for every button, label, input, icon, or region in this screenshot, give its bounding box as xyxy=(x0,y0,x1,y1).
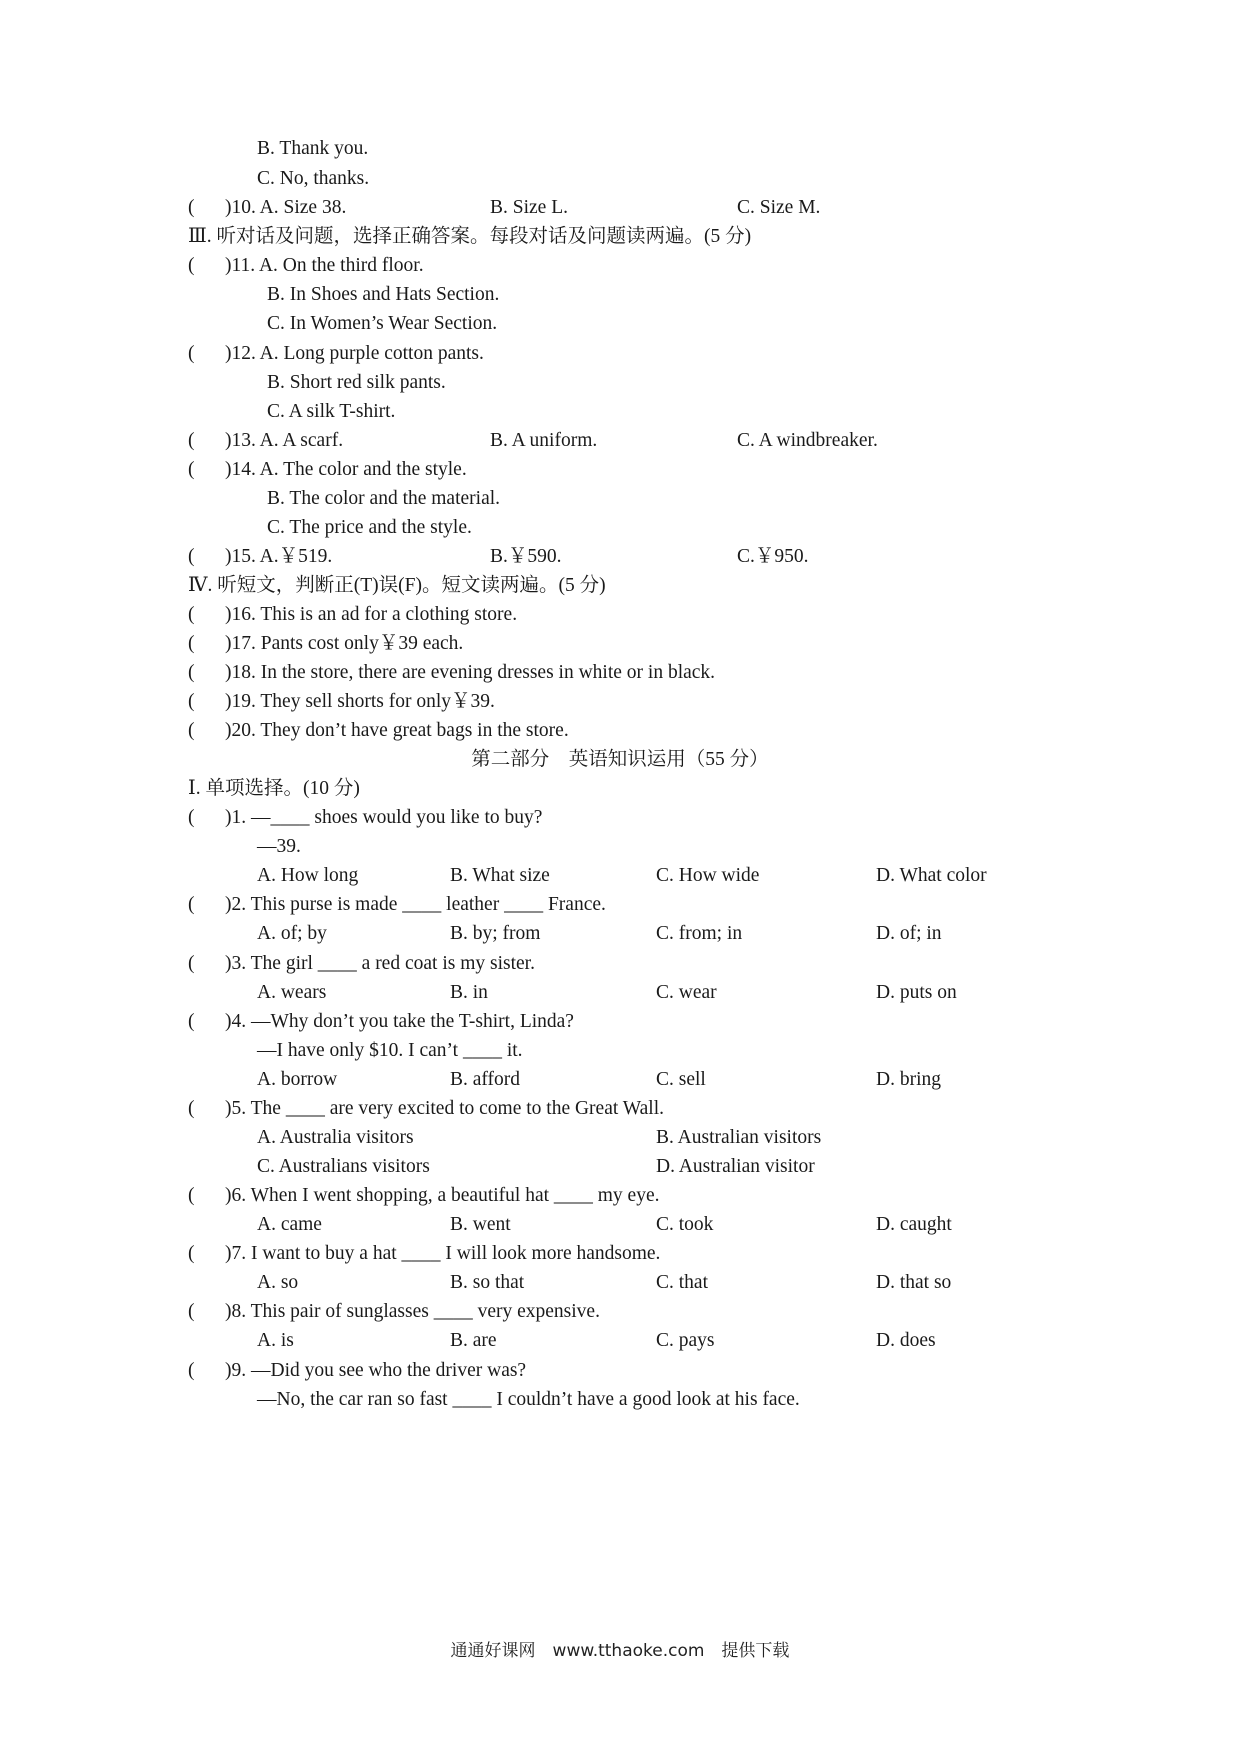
mc-question-5-options-row-1 xyxy=(0,1122,1240,1154)
option-c: C. The price and the style. xyxy=(267,517,472,538)
question-stem: )20. They don’t have great bags in the store. xyxy=(225,720,569,741)
mc-question-3 xyxy=(0,948,1240,980)
option-a[interactable]: A. How long xyxy=(257,865,359,886)
option-c[interactable]: C. sell xyxy=(656,1069,706,1090)
answer-paren[interactable]: ( xyxy=(188,1301,195,1322)
option-a[interactable]: A. of; by xyxy=(257,923,327,944)
option-d[interactable]: D. caught xyxy=(876,1214,952,1235)
option-a[interactable]: A. wears xyxy=(257,982,327,1003)
answer-paren[interactable]: ( xyxy=(188,1011,195,1032)
question-stem: )8. This pair of sunglasses ____ very expensive. xyxy=(225,1301,600,1322)
question-11-option-b-line xyxy=(0,279,1240,311)
question-12 xyxy=(0,338,1240,370)
mc-question-5 xyxy=(0,1093,1240,1125)
option-c[interactable]: C. How wide xyxy=(656,865,760,886)
question-stem: )12. A. Long purple cotton pants. xyxy=(225,343,484,364)
question-11-option-c-line xyxy=(0,308,1240,340)
question-stem: )16. This is an ad for a clothing store. xyxy=(225,604,518,625)
question-14-option-c-line xyxy=(0,512,1240,544)
question-14 xyxy=(0,454,1240,486)
question-stem: )2. This purse is made ____ leather ____ France. xyxy=(225,894,606,915)
answer-paren[interactable]: ( xyxy=(188,1098,195,1119)
mc-question-4 xyxy=(0,1006,1240,1038)
option-d[interactable]: D. does xyxy=(876,1330,936,1351)
option-c[interactable]: C. that xyxy=(656,1272,708,1293)
mc-question-5-options-row-2 xyxy=(0,1151,1240,1183)
mc-question-1-reply-line xyxy=(0,831,1240,863)
answer-paren[interactable]: ( xyxy=(188,459,195,480)
option-a[interactable]: A. is xyxy=(257,1330,294,1351)
part-2-title: 第二部分 英语知识运用（55 分） xyxy=(471,749,769,770)
question-reply: —No, the car ran so fast ____ I couldn’t have a good look at his face. xyxy=(257,1389,800,1410)
question-17 xyxy=(0,628,1240,660)
question-stem: )1. —____ shoes would you like to buy? xyxy=(225,807,543,828)
part-2-section-1-title-line xyxy=(0,773,1240,805)
option-c: C.￥950. xyxy=(737,546,809,567)
answer-paren[interactable]: ( xyxy=(188,343,195,364)
part-2-section-1-title: Ⅰ. 单项选择。(10 分) xyxy=(188,778,360,799)
question-stem: )15. A.￥519. xyxy=(225,546,333,567)
part-2-title-line xyxy=(0,744,1240,776)
answer-paren[interactable]: ( xyxy=(188,691,195,712)
question-stem: )14. A. The color and the style. xyxy=(225,459,467,480)
option-c[interactable]: C. wear xyxy=(656,982,717,1003)
mc-question-4-reply-line xyxy=(0,1035,1240,1067)
question-reply: —39. xyxy=(257,836,301,857)
answer-paren[interactable]: ( xyxy=(188,633,195,654)
answer-paren[interactable]: ( xyxy=(188,255,195,276)
question-stem: )5. The ____ are very excited to come to the Great Wall. xyxy=(225,1098,665,1119)
section-3-title: Ⅲ. 听对话及问题，选择正确答案。每段对话及问题读两遍。(5 分) xyxy=(188,226,752,247)
question-20 xyxy=(0,715,1240,747)
page-footer: 通通好课网 www.tthaoke.com 提供下载 xyxy=(450,1641,790,1661)
option-b[interactable]: B. are xyxy=(450,1330,497,1351)
option-b[interactable]: B. afford xyxy=(450,1069,521,1090)
option-b[interactable]: B. by; from xyxy=(450,923,541,944)
option-c: C. A silk T-shirt. xyxy=(267,401,396,422)
mc-question-1 xyxy=(0,802,1240,834)
answer-paren[interactable]: ( xyxy=(188,1185,195,1206)
question-stem: )10. A. Size 38. xyxy=(225,197,347,218)
answer-paren[interactable]: ( xyxy=(188,1243,195,1264)
answer-paren[interactable]: ( xyxy=(188,197,195,218)
question-12-option-b-line xyxy=(0,367,1240,399)
answer-paren[interactable]: ( xyxy=(188,546,195,567)
mc-question-4-options xyxy=(0,1064,1240,1096)
question-stem: )13. A. A scarf. xyxy=(225,430,344,451)
option-c[interactable]: C. from; in xyxy=(656,923,743,944)
mc-question-6-options xyxy=(0,1209,1240,1241)
option-b[interactable]: B. so that xyxy=(450,1272,525,1293)
option-c[interactable]: C. took xyxy=(656,1214,714,1235)
option-b: B. Size L. xyxy=(490,197,568,218)
question-19 xyxy=(0,686,1240,718)
question-stem: )19. They sell shorts for only￥39. xyxy=(225,691,495,712)
mc-question-6 xyxy=(0,1180,1240,1212)
question-15 xyxy=(0,541,1240,573)
option-b: B. In Shoes and Hats Section. xyxy=(267,284,500,305)
mc-question-9-reply-line xyxy=(0,1384,1240,1416)
option-c: C. Size M. xyxy=(737,197,821,218)
option-a[interactable]: A. borrow xyxy=(257,1069,338,1090)
question-stem: )18. In the store, there are evening dresses in white or in black. xyxy=(225,662,716,683)
question-stem: )9. —Did you see who the driver was? xyxy=(225,1360,527,1381)
q9-option-c: C. No, thanks. xyxy=(257,168,370,189)
option-d[interactable]: D. bring xyxy=(876,1069,941,1090)
q9-option-b: B. Thank you. xyxy=(257,138,369,159)
section-4-title-line xyxy=(0,570,1240,602)
option-a[interactable]: A. came xyxy=(257,1214,322,1235)
section-4-title: Ⅳ. 听短文，判断正(T)误(F)。短文读两遍。(5 分) xyxy=(188,575,606,596)
mc-question-8 xyxy=(0,1296,1240,1328)
question-14-option-b-line xyxy=(0,483,1240,515)
question-16 xyxy=(0,599,1240,631)
answer-paren[interactable]: ( xyxy=(188,720,195,741)
mc-question-7 xyxy=(0,1238,1240,1270)
option-b[interactable]: B. in xyxy=(450,982,488,1003)
mc-question-9 xyxy=(0,1355,1240,1387)
option-d[interactable]: D. Australian visitor xyxy=(656,1156,815,1177)
question-12-option-c-line xyxy=(0,396,1240,428)
question-stem: )6. When I went shopping, a beautiful hat ____ my eye. xyxy=(225,1185,660,1206)
option-c[interactable]: C. Australians visitors xyxy=(257,1156,430,1177)
option-c[interactable]: C. pays xyxy=(656,1330,715,1351)
question-18 xyxy=(0,657,1240,689)
option-d[interactable]: D. that so xyxy=(876,1272,952,1293)
question-13 xyxy=(0,425,1240,457)
option-b[interactable]: B. went xyxy=(450,1214,511,1235)
question-11 xyxy=(0,250,1240,282)
option-b[interactable]: B. Australian visitors xyxy=(656,1127,822,1148)
option-d[interactable]: D. What color xyxy=(876,865,987,886)
question-stem: )17. Pants cost only￥39 each. xyxy=(225,633,464,654)
answer-paren[interactable]: ( xyxy=(188,953,195,974)
answer-paren[interactable]: ( xyxy=(188,807,195,828)
option-a[interactable]: A. so xyxy=(257,1272,299,1293)
mc-question-8-options xyxy=(0,1325,1240,1357)
mc-question-3-options xyxy=(0,977,1240,1009)
question-reply: —I have only $10. I can’t ____ it. xyxy=(257,1040,523,1061)
section-3-title-line xyxy=(0,221,1240,253)
q9-option-c-line xyxy=(0,163,1240,195)
option-a[interactable]: A. Australia visitors xyxy=(257,1127,414,1148)
question-stem: )11. A. On the third floor. xyxy=(225,255,424,276)
option-c: C. A windbreaker. xyxy=(737,430,878,451)
mc-question-2 xyxy=(0,889,1240,921)
answer-paren[interactable]: ( xyxy=(188,604,195,625)
answer-paren[interactable]: ( xyxy=(188,662,195,683)
option-b[interactable]: B. What size xyxy=(450,865,550,886)
option-c: C. In Women’s Wear Section. xyxy=(267,313,498,334)
option-b: B.￥590. xyxy=(490,546,562,567)
mc-question-7-options xyxy=(0,1267,1240,1299)
option-d[interactable]: D. of; in xyxy=(876,923,942,944)
option-d[interactable]: D. puts on xyxy=(876,982,957,1003)
question-stem: )3. The girl ____ a red coat is my sister. xyxy=(225,953,535,974)
option-b: B. Short red silk pants. xyxy=(267,372,446,393)
option-b: B. The color and the material. xyxy=(267,488,501,509)
answer-paren[interactable]: ( xyxy=(188,1360,195,1381)
mc-question-2-options xyxy=(0,918,1240,950)
question-stem: )7. I want to buy a hat ____ I will look more handsome. xyxy=(225,1243,661,1264)
mc-question-1-options xyxy=(0,860,1240,892)
question-10 xyxy=(0,192,1240,224)
answer-paren[interactable]: ( xyxy=(188,894,195,915)
option-b: B. A uniform. xyxy=(490,430,598,451)
question-stem: )4. —Why don’t you take the T-shirt, Linda? xyxy=(225,1011,574,1032)
answer-paren[interactable]: ( xyxy=(188,430,195,451)
q9-option-b-line xyxy=(0,133,1240,165)
